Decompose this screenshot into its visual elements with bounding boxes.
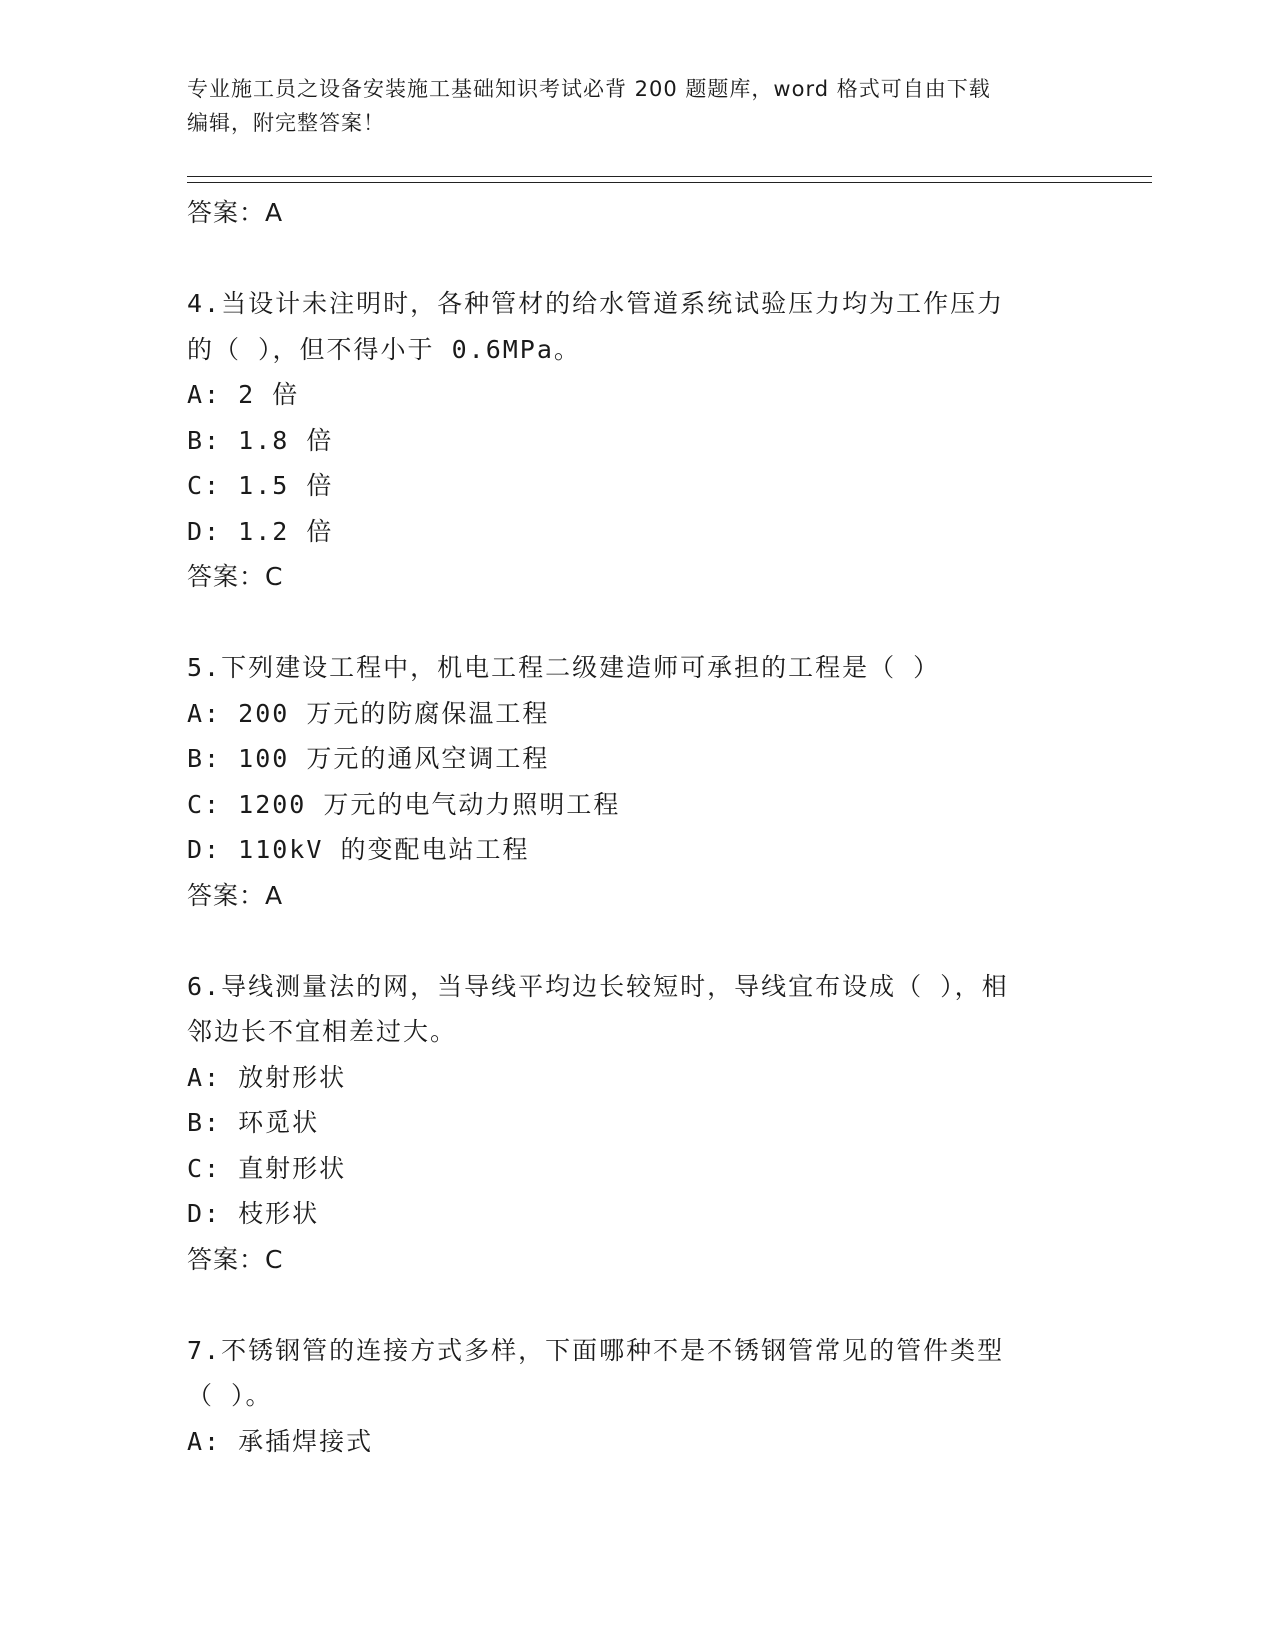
header-line-2: 编辑，附完整答案！	[187, 111, 385, 135]
question-stem: 7.不锈钢管的连接方式多样，下面哪种不是不锈钢管常见的管件类型	[187, 1335, 1005, 1365]
option-b: B: 100 万元的通风空调工程	[187, 744, 550, 773]
question-6	[187, 964, 1087, 1283]
question-stem: 邻边长不宜相差过大。	[187, 1017, 458, 1046]
question-stem: 5.下列建设工程中，机电工程二级建造师可承担的工程是（ ）	[187, 653, 941, 682]
answer: 答案：C	[187, 1244, 284, 1274]
option-b: B: 1.8 倍	[187, 425, 334, 455]
option-a: A: 2 倍	[187, 380, 300, 409]
header-divider-bottom	[187, 182, 1152, 183]
option-d: D: 110kV 的变配电站工程	[187, 835, 530, 864]
question-stem: 的（ ），但不得小于 0.6MPa。	[187, 334, 581, 364]
option-d: D: 1.2 倍	[187, 516, 334, 546]
option-a: A: 承插焊接式	[187, 1426, 374, 1456]
question-stem: 6.导线测量法的网，当导线平均边长较短时，导线宜布设成（ ），相	[187, 971, 1009, 1001]
question-list	[187, 190, 1087, 1464]
option-c: C: 1.5 倍	[187, 471, 334, 500]
option-d: D: 枝形状	[187, 1199, 320, 1228]
question-stem: （ ）。	[187, 1381, 273, 1410]
previous-answer: 答案：A	[187, 198, 284, 227]
option-c: C: 直射形状	[187, 1153, 347, 1183]
header-line-1: 专业施工员之设备安装施工基础知识考试必背 200 题题库，word 格式可自由下载	[187, 77, 991, 101]
question-7	[187, 1328, 1087, 1465]
option-a: A: 放射形状	[187, 1062, 347, 1092]
page-header	[187, 72, 1067, 140]
answer: 答案：A	[187, 880, 284, 910]
question-5	[187, 645, 1087, 918]
header-divider-top	[187, 176, 1152, 177]
question-4	[187, 281, 1087, 600]
question-stem: 4.当设计未注明时，各种管材的给水管道系统试验压力均为工作压力	[187, 289, 1005, 318]
option-b: B: 环觅状	[187, 1108, 320, 1137]
answer: 答案：C	[187, 562, 284, 591]
option-a: A: 200 万元的防腐保温工程	[187, 698, 550, 728]
option-c: C: 1200 万元的电气动力照明工程	[187, 789, 621, 819]
